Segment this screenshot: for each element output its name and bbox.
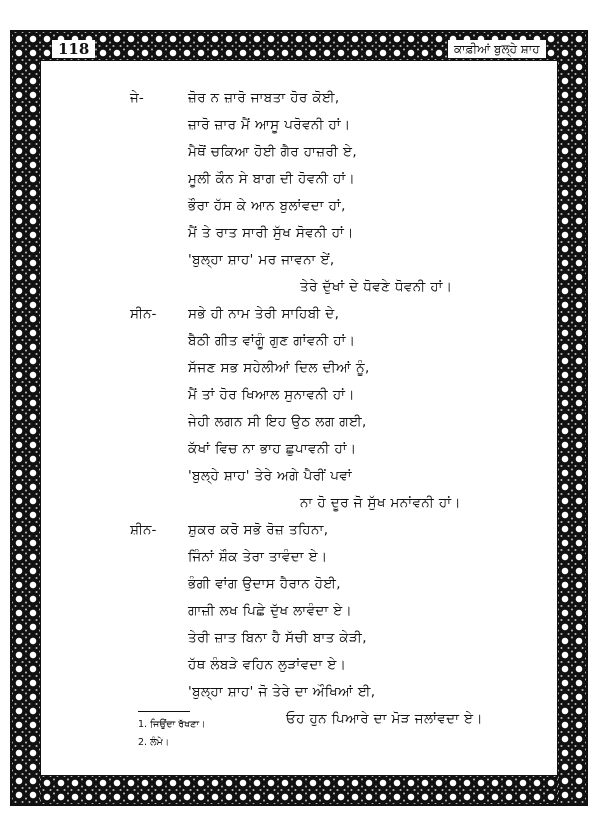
- verse-line: ਜ਼ੋਰ ਨ ਜ਼ਾਰੋ ਜਾਬਤਾ ਹੋਰ ਕੋਈ,: [188, 90, 340, 106]
- verse-line: ਜ਼ਾਰੋ ਜ਼ਾਰ ਮੈਂ ਆਸੂ ਪਰੋਵਨੀ ਹਾਂ।: [188, 117, 351, 133]
- verse-line: ਮੂਲੀ ਕੌਨ ਸੇ ਬਾਗ ਦੀ ਹੋਵਨੀ ਹਾਂ।: [188, 171, 356, 187]
- ornamental-border-left: [12, 32, 40, 804]
- stanza-label: ਜੇ-: [130, 90, 144, 106]
- verse-line: ਤੇਰੀ ਜ਼ਾਤ ਬਿਨਾ ਹੈ ਸੱਚੀ ਬਾਤ ਕੇੜੀ,: [188, 630, 367, 646]
- verse-line: ਭੌਰਾ ਹੱਸ ਕੇ ਆਨ ਬੁਲਾਂਵਦਾ ਹਾਂ,: [188, 198, 346, 214]
- verse-line: ਹੱਥ ਲੰਬੜੇ ਵਹਿਨ ਲੁੜਾਂਵਦਾ ਏ।: [188, 657, 347, 673]
- verse-line: ਓਹ ਹੁਨ ਪਿਆਰੇ ਦਾ ਮੋੜ ਜਲਾਂਵਦਾ ਏ।: [286, 711, 483, 727]
- verse-line: ਮੈਂ ਤਾਂ ਹੋਰ ਖਿਆਲ ਸੁਨਾਵਨੀ ਹਾਂ।: [188, 387, 355, 403]
- footnote: 1. ਜਿਉਂਦਾ ਰੱਖਣਾ।: [138, 719, 206, 730]
- verse-line: ਸੱਜਣ ਸਭ ਸਹੇਲੀਆਂ ਦਿਲ ਦੀਆਂ ਨੂੰ,: [188, 360, 370, 376]
- footnote: 2. ਲੰਮੇ।: [138, 737, 170, 748]
- verse-line: ਬੈਠੀ ਗੀਤ ਵਾਂਗੂੰ ਗੁਣ ਗਾਂਵਨੀ ਹਾਂ।: [188, 333, 356, 349]
- ornamental-border-bottom: [12, 776, 586, 804]
- verse-line: 'ਬੁਲ੍ਹਾ ਸ਼ਾਹ' ਮਰ ਜਾਵਨਾ ਏਂ,: [188, 252, 335, 268]
- verse-line: ਮੈਂ ਤੇ ਰਾਤ ਸਾਰੀ ਸੁੱਖ ਸੋਵਨੀ ਹਾਂ।: [188, 225, 354, 241]
- footnote-rule: [138, 711, 190, 712]
- stanza-label: ਸੀਨ-: [130, 306, 157, 322]
- verse-line: ਮੈਥੋਂ ਚਕਿਆ ਹੋਈ ਗੈਰ ਹਾਜ਼ਰੀ ਏ,: [188, 144, 358, 160]
- verse-line: ਨਾ ਹੋ ਦੂਰ ਜੋ ਸੁੱਖ ਮਨਾਂਵਨੀ ਹਾਂ।: [300, 495, 461, 511]
- verse-line: ਸ਼ੁਕਰ ਕਰੋ ਸਭੋ ਰੋਜ਼ ਤਹਿਨਾ,: [188, 522, 329, 538]
- verse-line: 'ਬੁਲ੍ਹਾ ਸ਼ਾਹ' ਜੋ ਤੇਰੇ ਦਾ ਔਖਿਆਂ ਈ,: [188, 684, 376, 700]
- verse-line: ਭੰਗੀ ਵਾਂਗ ਉਦਾਸ ਹੈਰਾਨ ਹੋਈ,: [188, 576, 341, 592]
- verse-line: ਤੇਰੇ ਦੁੱਖਾਂ ਦੇ ਧੋਵਣੇ ਧੋਵਨੀ ਹਾਂ।: [300, 279, 453, 295]
- verse-line: 'ਬੁਲ੍ਹੇ ਸ਼ਾਹ' ਤੇਰੇ ਅਗੇ ਪੈਰੀਂ ਪਵਾਂ: [188, 468, 352, 484]
- verse-line: ਗਾਜ਼ੀ ਲਖ ਪਿਛੇ ਦੁੱਖ ਲਾਵੰਦਾ ਏ।: [188, 603, 353, 619]
- stanza-label: ਸ਼ੀਨ-: [130, 522, 157, 538]
- verse-line: ਕੱਖਾਂ ਵਿਚ ਨਾ ਭਾਹ ਛੁਪਾਵਨੀ ਹਾਂ।: [188, 441, 357, 457]
- running-title: ਕਾਫ਼ੀਆਂ ਬੁਲ੍ਹੇ ਸ਼ਾਹ: [448, 40, 546, 58]
- verse-line: ਜੇਹੀ ਲਗਨ ਸੀ ਇਹ ਉਠ ਲਗ ਗਈ,: [188, 414, 367, 430]
- ornamental-border-right: [558, 32, 586, 804]
- verse-line: ਸਭੇ ਹੀ ਨਾਮ ਤੇਰੀ ਸਾਹਿਬੀ ਦੇ,: [188, 306, 340, 322]
- verse-line: ਜਿੰਨਾਂ ਸ਼ੌਕ ਤੇਰਾ ਤਾਵੰਦਾ ਏ।: [188, 549, 328, 565]
- page-number: 118: [52, 40, 95, 58]
